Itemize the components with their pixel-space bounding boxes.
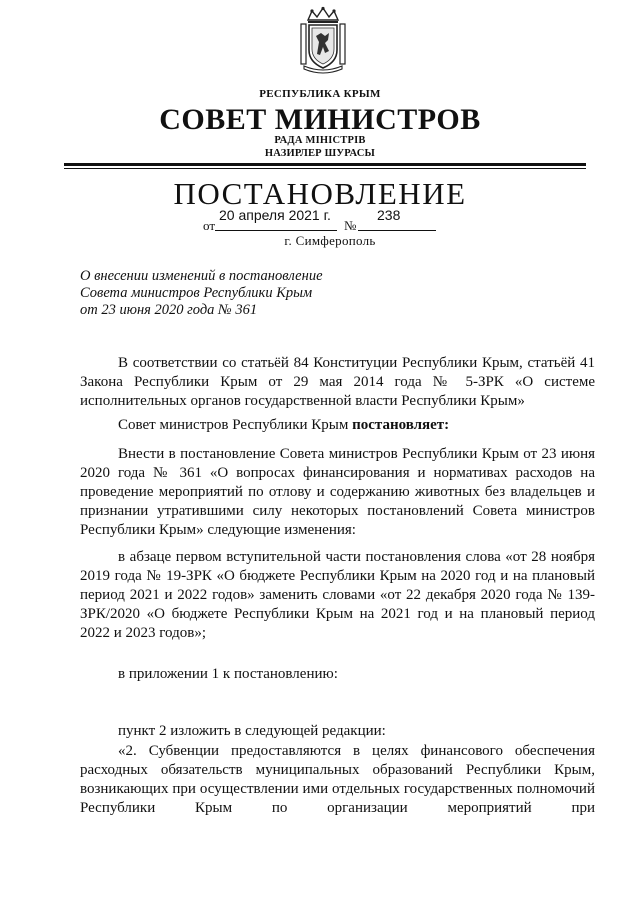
number-label: № <box>344 218 357 233</box>
paragraph-amendments-intro: Внести в постановление Совета министров Республики Крым от 23 июня 2020 года № 361 «О вопросах финансирования и нормативах расходов на проведение мероприятий по отлову и содержанию животных без владельцев и признании утратившими силу некоторых постановлений Совета министров Республики Крым» следующие изменения: <box>80 446 595 538</box>
document-date: 20 апреля 2021 г. <box>219 207 331 223</box>
paragraph-amendment-1: в абзаце первом вступительной части постановления слова «от 28 ноября 2019 года № 19-ЗРК «О бюджете Республики Крым на 2020 год и на плановый период 2021 и 2022 годов» заменить словами «от 22 декабря 2020 года № 139-ЗРК/2020 «О бюджете Республики Крым на 2021 год и на плановый период 2022 и 2023 годов»; <box>80 549 595 641</box>
coat-of-arms-icon <box>298 6 348 74</box>
document-number: 238 <box>377 207 401 223</box>
republic-name: РЕСПУБЛИКА КРЫМ <box>259 88 381 100</box>
header-divider-thin <box>64 168 586 169</box>
paragraph-legal-basis: В соответствии со статьёй 84 Конституции Республики Крым, статьёй 41 Закона Республики Крым от 29 мая 2014 года № 5-ЗРК «О системе исполнительных органов государственной власти Республики Крым» <box>80 355 595 409</box>
council-title-ukrainian: РАДА МІНІСТРІВ <box>274 135 366 146</box>
header-divider-thick <box>64 163 586 166</box>
paragraph-appendix-ref: в приложении 1 к постановлению: <box>118 666 338 682</box>
paragraph-point-2-intro: пункт 2 изложить в следующей редакции: <box>118 723 386 739</box>
number-underline <box>358 230 436 231</box>
document-city: г. Симферополь <box>284 233 376 248</box>
resolves-text: Совет министров Республики Крым <box>118 417 353 433</box>
document-subject <box>80 268 380 319</box>
document-type: ПОСТАНОВЛЕНИЕ <box>173 176 467 211</box>
subject-line-2: Совета министров Республики Крым <box>80 285 313 301</box>
council-title: СОВЕТ МИНИСТРОВ <box>159 103 481 136</box>
subject-line-3: от 23 июня 2020 года № 361 <box>80 302 258 318</box>
date-prefix-label: от <box>203 218 216 233</box>
date-underline <box>215 230 337 231</box>
paragraph-resolves <box>80 416 595 435</box>
paragraph-point-2-text: «2. Субвенции предоставляются в целях финансового обеспечения расходных обязательств муниципальных образований Республики Крым, возникающих при осуществлении ими отдельных государственных полномочий Республики Крым по организации мероприятий при <box>80 743 595 816</box>
subject-line-1: О внесении изменений в постановление <box>80 268 323 284</box>
resolves-keyword: постановляет: <box>352 417 450 433</box>
council-title-crimean-tatar: НАЗИРЛЕР ШУРАСЫ <box>264 148 376 159</box>
